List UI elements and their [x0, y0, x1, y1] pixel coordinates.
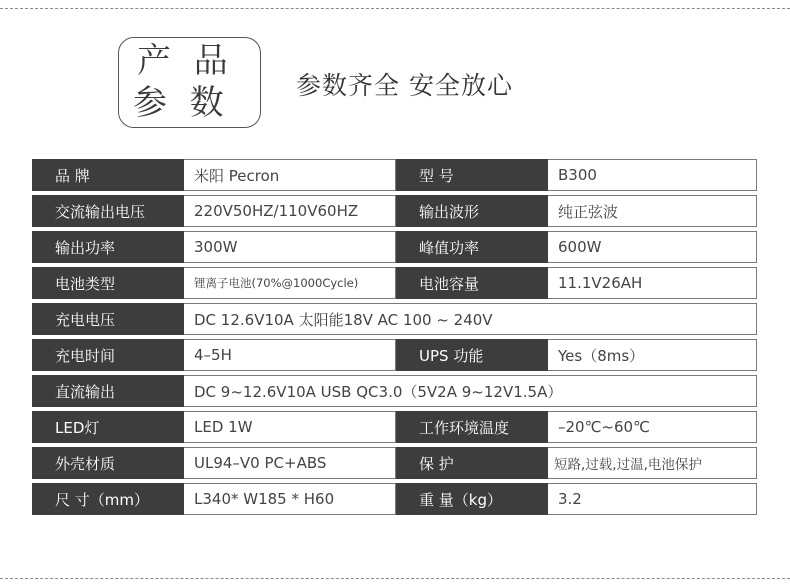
spec-row-dc-output: [32, 375, 757, 407]
spec-value: UL94–V0 PC+ABS: [184, 447, 396, 479]
spec-value: 纯正弦波: [548, 195, 757, 227]
spec-label: 尺 寸（mm）: [32, 483, 184, 515]
spec-value: 600W: [548, 231, 757, 263]
spec-value: 4–5H: [184, 339, 396, 371]
spec-value: 米阳 Pecron: [184, 159, 396, 191]
top-dashed-divider: [0, 8, 790, 9]
spec-label: 输出波形: [396, 195, 548, 227]
spec-value: 3.2: [548, 483, 757, 515]
spec-label: 重 量（kg）: [396, 483, 548, 515]
product-params-badge: [118, 37, 261, 128]
spec-label: 充电时间: [32, 339, 184, 371]
spec-label: 工作环境温度: [396, 411, 548, 443]
spec-value: B300: [548, 159, 757, 191]
spec-row-charge-time: [32, 339, 757, 371]
spec-value: DC 9~12.6V10A USB QC3.0（5V2A 9~12V1.5A）: [184, 375, 757, 407]
spec-value: 220V50HZ/110V60HZ: [184, 195, 396, 227]
spec-label: 电池类型: [32, 267, 184, 299]
spec-row-led: [32, 411, 757, 443]
spec-label: 外壳材质: [32, 447, 184, 479]
spec-value: Yes（8ms）: [548, 339, 757, 371]
spec-row-battery: [32, 267, 757, 299]
bottom-dashed-divider: [0, 578, 790, 579]
spec-value: 短路,过载,过温,电池保护: [548, 447, 757, 479]
spec-label: 电池容量: [396, 267, 548, 299]
spec-label: LED灯: [32, 411, 184, 443]
spec-label: 充电电压: [32, 303, 184, 335]
spec-row-charge-voltage: [32, 303, 757, 335]
spec-row-housing: [32, 447, 757, 479]
spec-label: UPS 功能: [396, 339, 548, 371]
spec-value: 锂离子电池(70%@1000Cycle): [184, 267, 396, 299]
spec-value: L340* W185 * H60: [184, 483, 396, 515]
spec-label: 直流输出: [32, 375, 184, 407]
spec-value: DC 12.6V10A 太阳能18V AC 100 ~ 240V: [184, 303, 757, 335]
spec-row-ac-output: [32, 195, 757, 227]
spec-label: 输出功率: [32, 231, 184, 263]
spec-value: LED 1W: [184, 411, 396, 443]
spec-row-brand: [32, 159, 757, 191]
spec-label: 品 牌: [32, 159, 184, 191]
spec-label: 峰值功率: [396, 231, 548, 263]
spec-value: 11.1V26AH: [548, 267, 757, 299]
spec-label: 型 号: [396, 159, 548, 191]
spec-value: 300W: [184, 231, 396, 263]
spec-row-power: [32, 231, 757, 263]
spec-value: –20℃~60℃: [548, 411, 757, 443]
spec-row-size: [32, 483, 757, 515]
badge-line-1: 产 品: [137, 41, 234, 81]
spec-label: 保 护: [396, 447, 548, 479]
spec-table: [32, 155, 757, 519]
slogan: 参数齐全 安全放心: [296, 71, 513, 100]
spec-label: 交流输出电压: [32, 195, 184, 227]
badge-line-2: 参 数: [133, 83, 230, 123]
